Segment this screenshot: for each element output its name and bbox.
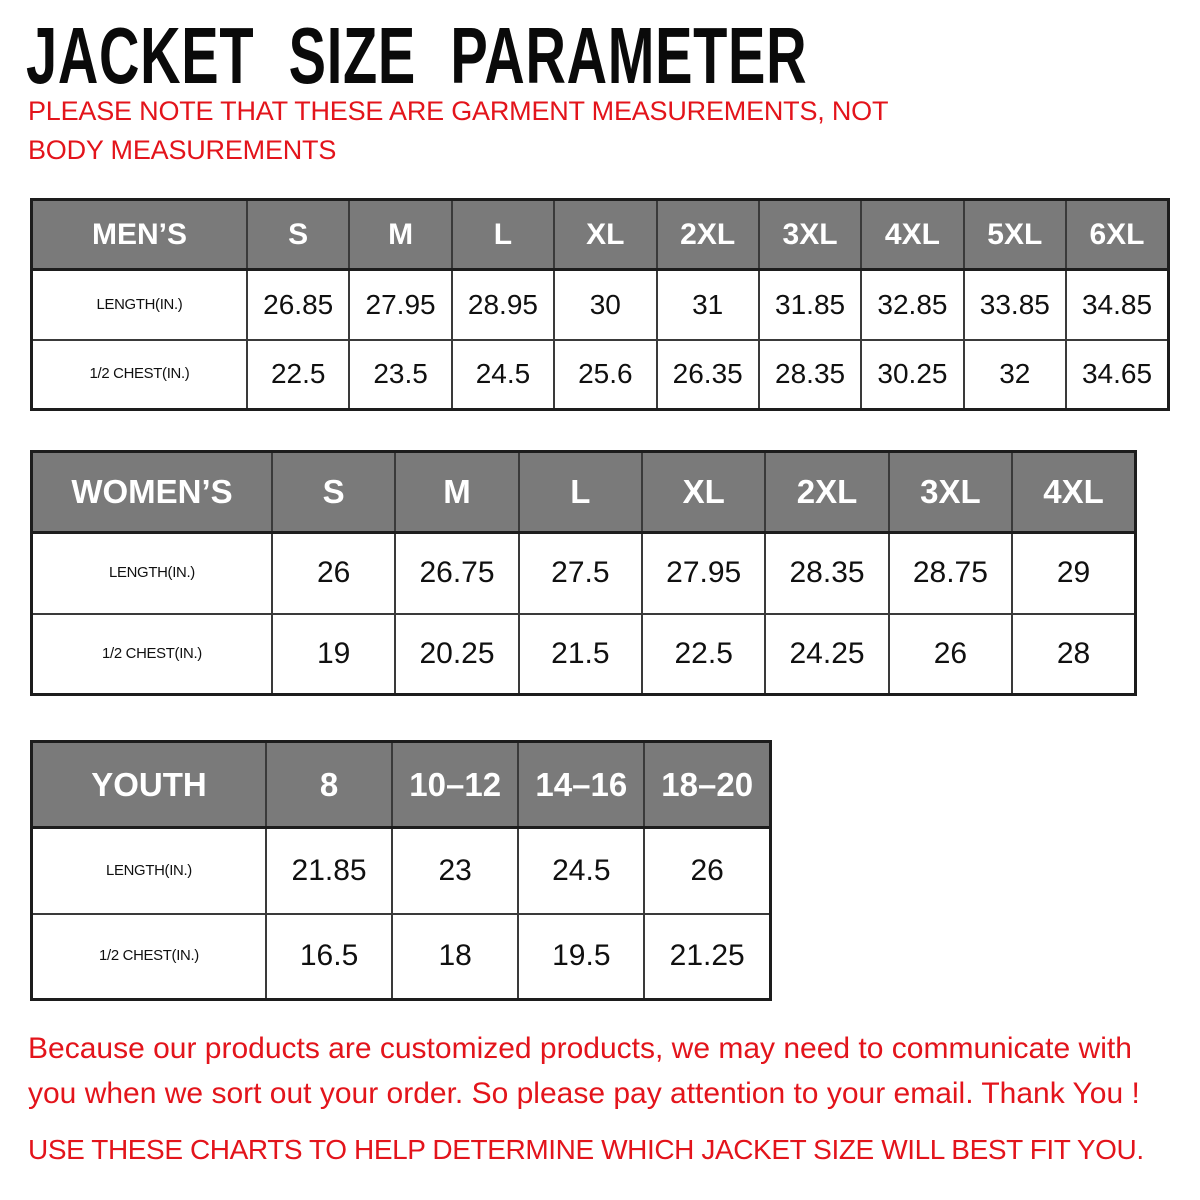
value-cell: 28.35 [765, 533, 888, 614]
value-cell: 23.5 [349, 340, 451, 410]
value-cell: 27.5 [519, 533, 642, 614]
value-cell: 23 [392, 828, 518, 914]
value-cell: 21.85 [266, 828, 392, 914]
value-cell: 19 [272, 614, 395, 695]
value-cell: 32 [964, 340, 1066, 410]
size-header-cell: M [395, 452, 518, 533]
youth-table-title-cell: YOUTH [32, 742, 267, 828]
value-cell: 28.95 [452, 270, 554, 340]
value-cell: 26.35 [657, 340, 759, 410]
row-label-cell: 1/2 CHEST(IN.) [32, 614, 273, 695]
table-row [32, 533, 1136, 614]
value-cell: 24.25 [765, 614, 888, 695]
size-header-cell: L [452, 200, 554, 270]
table-row [32, 614, 1136, 695]
mens-table-title-cell: MEN’S [32, 200, 248, 270]
table-row [32, 340, 1169, 410]
size-header-cell: 10–12 [392, 742, 518, 828]
page-title: JACKET SIZE PARAMETER [26, 11, 808, 100]
row-label-cell: 1/2 CHEST(IN.) [32, 914, 267, 1000]
value-cell: 27.95 [349, 270, 451, 340]
value-cell: 26 [644, 828, 770, 914]
value-cell: 26 [272, 533, 395, 614]
value-cell: 21.5 [519, 614, 642, 695]
value-cell: 25.6 [554, 340, 656, 410]
value-cell: 26.75 [395, 533, 518, 614]
size-header-cell: 3XL [889, 452, 1012, 533]
size-header-cell: 8 [266, 742, 392, 828]
womens-table-title-cell: WOMEN’S [32, 452, 273, 533]
row-label-cell: 1/2 CHEST(IN.) [32, 340, 248, 410]
value-cell: 19.5 [518, 914, 644, 1000]
value-cell: 21.25 [644, 914, 770, 1000]
row-label-cell: LENGTH(IN.) [32, 533, 273, 614]
size-header-cell: 4XL [1012, 452, 1135, 533]
size-header-cell: XL [642, 452, 765, 533]
value-cell: 28.75 [889, 533, 1012, 614]
table-row [32, 270, 1169, 340]
value-cell: 22.5 [247, 340, 349, 410]
header-row [32, 200, 1169, 270]
table-row [32, 914, 771, 1000]
size-header-cell: S [272, 452, 395, 533]
value-cell: 28 [1012, 614, 1135, 695]
header-row [32, 742, 771, 828]
size-header-cell: 18–20 [644, 742, 770, 828]
value-cell: 28.35 [759, 340, 861, 410]
value-cell: 31.85 [759, 270, 861, 340]
table-row [32, 828, 771, 914]
size-header-cell: M [349, 200, 451, 270]
size-header-cell: 3XL [759, 200, 861, 270]
size-header-cell: 2XL [765, 452, 888, 533]
value-cell: 22.5 [642, 614, 765, 695]
value-cell: 16.5 [266, 914, 392, 1000]
value-cell: 20.25 [395, 614, 518, 695]
size-header-cell: 6XL [1066, 200, 1169, 270]
womens-size-table [30, 450, 1137, 696]
value-cell: 30.25 [861, 340, 963, 410]
size-header-cell: S [247, 200, 349, 270]
youth-size-table [30, 740, 772, 1001]
header-row [32, 452, 1136, 533]
value-cell: 26.85 [247, 270, 349, 340]
mens-size-table [30, 198, 1170, 411]
size-header-cell: 14–16 [518, 742, 644, 828]
value-cell: 31 [657, 270, 759, 340]
value-cell: 24.5 [452, 340, 554, 410]
value-cell: 34.65 [1066, 340, 1169, 410]
size-header-cell: XL [554, 200, 656, 270]
size-header-cell: 5XL [964, 200, 1066, 270]
size-header-cell: L [519, 452, 642, 533]
value-cell: 33.85 [964, 270, 1066, 340]
row-label-cell: LENGTH(IN.) [32, 270, 248, 340]
customization-notice: Because our products are customized products, we may need to communicate with you when we sort out your order. So please pay attention to your email. Thank You ! [28, 1032, 1140, 1110]
garment-measurement-note: PLEASE NOTE THAT THESE ARE GARMENT MEASUREMENTS, NOT BODY MEASUREMENTS [28, 96, 888, 165]
value-cell: 32.85 [861, 270, 963, 340]
value-cell: 29 [1012, 533, 1135, 614]
fit-advice-line: USE THESE CHARTS TO HELP DETERMINE WHICH JACKET SIZE WILL BEST FIT YOU. [28, 1134, 1144, 1165]
row-label-cell: LENGTH(IN.) [32, 828, 267, 914]
value-cell: 24.5 [518, 828, 644, 914]
value-cell: 34.85 [1066, 270, 1169, 340]
size-header-cell: 4XL [861, 200, 963, 270]
size-header-cell: 2XL [657, 200, 759, 270]
value-cell: 18 [392, 914, 518, 1000]
value-cell: 26 [889, 614, 1012, 695]
value-cell: 27.95 [642, 533, 765, 614]
value-cell: 30 [554, 270, 656, 340]
